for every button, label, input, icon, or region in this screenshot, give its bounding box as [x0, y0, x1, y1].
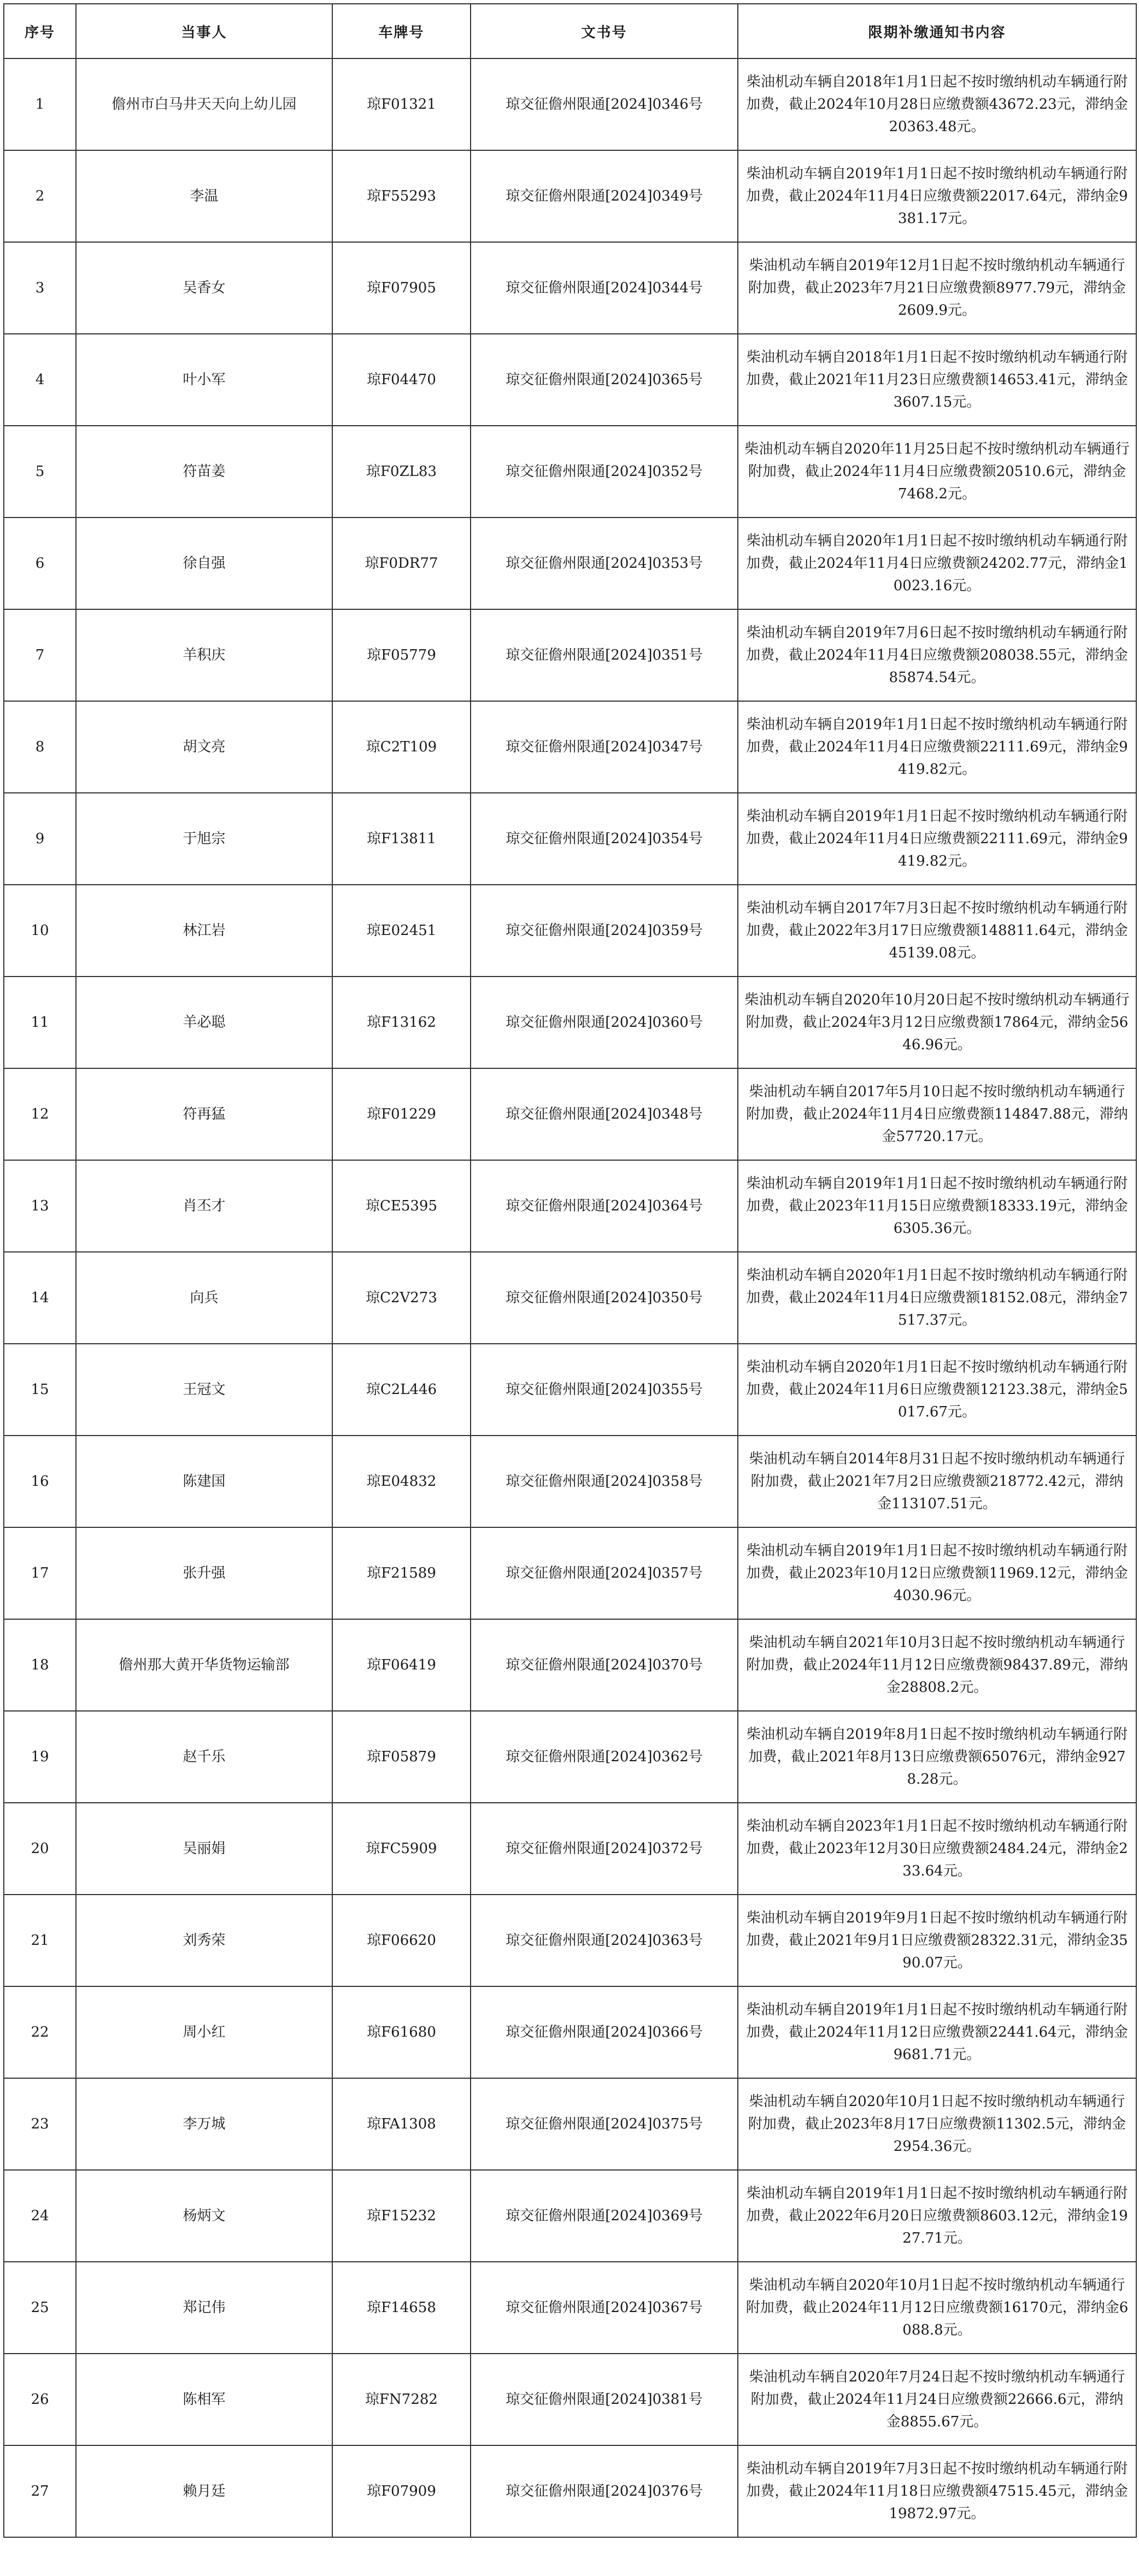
cell-seq: 14 — [4, 1252, 76, 1344]
cell-plate: 琼E04832 — [332, 1436, 471, 1527]
table-row — [4, 793, 1136, 885]
header-plate: 车牌号 — [332, 4, 471, 58]
table-row — [4, 1527, 1136, 1619]
table-row — [4, 2262, 1136, 2354]
table-row — [4, 1344, 1136, 1436]
cell-plate: 琼F0ZL83 — [332, 426, 471, 517]
cell-plate: 琼FC5909 — [332, 1803, 471, 1895]
cell-party: 林江岩 — [76, 885, 332, 977]
cell-content: 柴油机动车辆自2019年1月1日起不按时缴纳机动车辆通行附加费，截止2024年11月4日应缴费额22111.69元，滞纳金9419.82元。 — [738, 793, 1136, 885]
cell-content: 柴油机动车辆自2017年5月10日起不按时缴纳机动车辆通行附加费，截止2024年11月4日应缴费额114847.88元，滞纳金57720.17元。 — [738, 1068, 1136, 1160]
cell-plate: 琼F06620 — [332, 1895, 471, 1986]
cell-party: 赵千乐 — [76, 1711, 332, 1803]
cell-plate: 琼F21589 — [332, 1527, 471, 1619]
table-row — [4, 1803, 1136, 1895]
table-row — [4, 2354, 1136, 2445]
cell-content: 柴油机动车辆自2020年10月1日起不按时缴纳机动车辆通行附加费，截止2023年8月17日应缴费额11302.5元，滞纳金2954.36元。 — [738, 2078, 1136, 2170]
table-row — [4, 2445, 1136, 2537]
cell-content: 柴油机动车辆自2019年7月6日起不按时缴纳机动车辆通行附加费，截止2024年11月4日应缴费额208038.55元，滞纳金85874.54元。 — [738, 609, 1136, 701]
cell-party: 陈相军 — [76, 2354, 332, 2445]
cell-plate: 琼F13811 — [332, 793, 471, 885]
cell-plate: 琼F07909 — [332, 2445, 471, 2537]
cell-doc: 琼交征儋州限通[2024]0350号 — [471, 1252, 738, 1344]
header-content: 限期补缴通知书内容 — [738, 4, 1136, 58]
cell-plate: 琼F0DR77 — [332, 517, 471, 609]
table-row — [4, 517, 1136, 609]
cell-content: 柴油机动车辆自2019年1月1日起不按时缴纳机动车辆通行附加费，截止2024年11月12日应缴费额22441.64元，滞纳金9681.71元。 — [738, 1986, 1136, 2078]
table-row — [4, 609, 1136, 701]
cell-party: 杨炳文 — [76, 2170, 332, 2262]
table-row — [4, 1068, 1136, 1160]
cell-doc: 琼交征儋州限通[2024]0366号 — [471, 1986, 738, 2078]
cell-party: 向兵 — [76, 1252, 332, 1344]
cell-plate: 琼F14658 — [332, 2262, 471, 2354]
cell-content: 柴油机动车辆自2019年1月1日起不按时缴纳机动车辆通行附加费，截止2024年11月4日应缴费额22111.69元，滞纳金9419.82元。 — [738, 701, 1136, 793]
cell-plate: 琼F04470 — [332, 334, 471, 426]
cell-doc: 琼交征儋州限通[2024]0351号 — [471, 609, 738, 701]
cell-seq: 23 — [4, 2078, 76, 2170]
table-row — [4, 2078, 1136, 2170]
cell-seq: 24 — [4, 2170, 76, 2262]
cell-seq: 12 — [4, 1068, 76, 1160]
cell-plate: 琼F05779 — [332, 609, 471, 701]
table-row — [4, 1711, 1136, 1803]
table-row — [4, 150, 1136, 242]
table-body — [4, 58, 1136, 2537]
table-row — [4, 1619, 1136, 1711]
cell-content: 柴油机动车辆自2019年8月1日起不按时缴纳机动车辆通行附加费，截止2021年8月13日应缴费额65076元，滞纳金9278.28元。 — [738, 1711, 1136, 1803]
cell-content: 柴油机动车辆自2019年9月1日起不按时缴纳机动车辆通行附加费，截止2021年9月1日应缴费额28322.31元，滞纳金3590.07元。 — [738, 1895, 1136, 1986]
cell-party: 吴丽娟 — [76, 1803, 332, 1895]
cell-party: 羊必聪 — [76, 977, 332, 1068]
cell-doc: 琼交征儋州限通[2024]0359号 — [471, 885, 738, 977]
cell-content: 柴油机动车辆自2020年11月25日起不按时缴纳机动车辆通行附加费，截止2024年11月4日应缴费额20510.6元，滞纳金7468.2元。 — [738, 426, 1136, 517]
cell-plate: 琼FN7282 — [332, 2354, 471, 2445]
cell-seq: 10 — [4, 885, 76, 977]
cell-seq: 3 — [4, 242, 76, 334]
table-row — [4, 242, 1136, 334]
cell-content: 柴油机动车辆自2023年1月1日起不按时缴纳机动车辆通行附加费，截止2023年12月30日应缴费额2484.24元，滞纳金233.64元。 — [738, 1803, 1136, 1895]
header-party: 当事人 — [76, 4, 332, 58]
table-row — [4, 1436, 1136, 1527]
cell-party: 郑记伟 — [76, 2262, 332, 2354]
cell-content: 柴油机动车辆自2019年1月1日起不按时缴纳机动车辆通行附加费，截止2024年11月4日应缴费额22017.64元，滞纳金9381.17元。 — [738, 150, 1136, 242]
cell-doc: 琼交征儋州限通[2024]0353号 — [471, 517, 738, 609]
cell-party: 叶小军 — [76, 334, 332, 426]
cell-doc: 琼交征儋州限通[2024]0357号 — [471, 1527, 738, 1619]
cell-seq: 27 — [4, 2445, 76, 2537]
cell-plate: 琼E02451 — [332, 885, 471, 977]
cell-content: 柴油机动车辆自2020年1月1日起不按时缴纳机动车辆通行附加费，截止2024年11月4日应缴费额24202.77元，滞纳金10023.16元。 — [738, 517, 1136, 609]
cell-doc: 琼交征儋州限通[2024]0363号 — [471, 1895, 738, 1986]
cell-doc: 琼交征儋州限通[2024]0369号 — [471, 2170, 738, 2262]
cell-party: 王冠文 — [76, 1344, 332, 1436]
cell-content: 柴油机动车辆自2019年1月1日起不按时缴纳机动车辆通行附加费，截止2023年10月12日应缴费额11969.12元，滞纳金4030.96元。 — [738, 1527, 1136, 1619]
cell-seq: 11 — [4, 977, 76, 1068]
table-row — [4, 2170, 1136, 2262]
cell-doc: 琼交征儋州限通[2024]0367号 — [471, 2262, 738, 2354]
cell-party: 符苗姜 — [76, 426, 332, 517]
cell-doc: 琼交征儋州限通[2024]0365号 — [471, 334, 738, 426]
cell-seq: 18 — [4, 1619, 76, 1711]
cell-doc: 琼交征儋州限通[2024]0355号 — [471, 1344, 738, 1436]
cell-plate: 琼F13162 — [332, 977, 471, 1068]
cell-party: 周小红 — [76, 1986, 332, 2078]
cell-doc: 琼交征儋州限通[2024]0344号 — [471, 242, 738, 334]
cell-plate: 琼F01321 — [332, 58, 471, 150]
cell-plate: 琼F07905 — [332, 242, 471, 334]
cell-plate: 琼F06419 — [332, 1619, 471, 1711]
cell-seq: 17 — [4, 1527, 76, 1619]
cell-party: 肖丕才 — [76, 1160, 332, 1252]
cell-plate: 琼C2T109 — [332, 701, 471, 793]
cell-party: 赖月廷 — [76, 2445, 332, 2537]
cell-plate: 琼C2L446 — [332, 1344, 471, 1436]
table-row — [4, 701, 1136, 793]
cell-party: 张升强 — [76, 1527, 332, 1619]
cell-doc: 琼交征儋州限通[2024]0360号 — [471, 977, 738, 1068]
table-row — [4, 1986, 1136, 2078]
cell-seq: 4 — [4, 334, 76, 426]
cell-seq: 5 — [4, 426, 76, 517]
cell-plate: 琼F05879 — [332, 1711, 471, 1803]
cell-seq: 21 — [4, 1895, 76, 1986]
cell-plate: 琼F01229 — [332, 1068, 471, 1160]
cell-doc: 琼交征儋州限通[2024]0375号 — [471, 2078, 738, 2170]
cell-content: 柴油机动车辆自2018年1月1日起不按时缴纳机动车辆通行附加费，截止2021年11月23日应缴费额14653.41元，滞纳金3607.15元。 — [738, 334, 1136, 426]
table-row — [4, 58, 1136, 150]
cell-seq: 26 — [4, 2354, 76, 2445]
cell-doc: 琼交征儋州限通[2024]0370号 — [471, 1619, 738, 1711]
cell-seq: 16 — [4, 1436, 76, 1527]
cell-content: 柴油机动车辆自2018年1月1日起不按时缴纳机动车辆通行附加费，截止2024年10月28日应缴费额43672.23元，滞纳金20363.48元。 — [738, 58, 1136, 150]
cell-seq: 25 — [4, 2262, 76, 2354]
cell-seq: 13 — [4, 1160, 76, 1252]
cell-doc: 琼交征儋州限通[2024]0348号 — [471, 1068, 738, 1160]
cell-plate: 琼F55293 — [332, 150, 471, 242]
cell-doc: 琼交征儋州限通[2024]0372号 — [471, 1803, 738, 1895]
table-row — [4, 977, 1136, 1068]
cell-plate: 琼F15232 — [332, 2170, 471, 2262]
cell-doc: 琼交征儋州限通[2024]0346号 — [471, 58, 738, 150]
cell-doc: 琼交征儋州限通[2024]0364号 — [471, 1160, 738, 1252]
cell-content: 柴油机动车辆自2020年10月1日起不按时缴纳机动车辆通行附加费，截止2024年11月12日应缴费额16170元，滞纳金6088.8元。 — [738, 2262, 1136, 2354]
header-row — [4, 4, 1136, 58]
cell-content: 柴油机动车辆自2021年10月3日起不按时缴纳机动车辆通行附加费，截止2024年11月12日应缴费额98437.89元，滞纳金28808.2元。 — [738, 1619, 1136, 1711]
cell-doc: 琼交征儋州限通[2024]0358号 — [471, 1436, 738, 1527]
cell-plate: 琼FA1308 — [332, 2078, 471, 2170]
cell-party: 胡文亮 — [76, 701, 332, 793]
cell-seq: 15 — [4, 1344, 76, 1436]
cell-plate: 琼CE5395 — [332, 1160, 471, 1252]
cell-party: 徐自强 — [76, 517, 332, 609]
cell-seq: 2 — [4, 150, 76, 242]
cell-doc: 琼交征儋州限通[2024]0347号 — [471, 701, 738, 793]
table-row — [4, 426, 1136, 517]
table-row — [4, 1252, 1136, 1344]
cell-party: 羊积庆 — [76, 609, 332, 701]
cell-doc: 琼交征儋州限通[2024]0352号 — [471, 426, 738, 517]
cell-party: 李万城 — [76, 2078, 332, 2170]
table-row — [4, 334, 1136, 426]
cell-seq: 7 — [4, 609, 76, 701]
cell-doc: 琼交征儋州限通[2024]0381号 — [471, 2354, 738, 2445]
header-doc: 文书号 — [471, 4, 738, 58]
cell-content: 柴油机动车辆自2019年1月1日起不按时缴纳机动车辆通行附加费，截止2023年11月15日应缴费额18333.19元，滞纳金6305.36元。 — [738, 1160, 1136, 1252]
cell-content: 柴油机动车辆自2017年7月3日起不按时缴纳机动车辆通行附加费，截止2022年3月17日应缴费额148811.64元，滞纳金45139.08元。 — [738, 885, 1136, 977]
cell-seq: 22 — [4, 1986, 76, 2078]
cell-seq: 6 — [4, 517, 76, 609]
cell-content: 柴油机动车辆自2014年8月31日起不按时缴纳机动车辆通行附加费，截止2021年7月2日应缴费额218772.42元，滞纳金113107.51元。 — [738, 1436, 1136, 1527]
cell-doc: 琼交征儋州限通[2024]0376号 — [471, 2445, 738, 2537]
cell-seq: 9 — [4, 793, 76, 885]
cell-seq: 20 — [4, 1803, 76, 1895]
cell-doc: 琼交征儋州限通[2024]0354号 — [471, 793, 738, 885]
cell-party: 陈建国 — [76, 1436, 332, 1527]
notice-table — [3, 3, 1137, 2538]
cell-party: 刘秀荣 — [76, 1895, 332, 1986]
cell-plate: 琼C2V273 — [332, 1252, 471, 1344]
cell-party: 儋州市白马井天天向上幼儿园 — [76, 58, 332, 150]
header-seq: 序号 — [4, 4, 76, 58]
cell-party: 李温 — [76, 150, 332, 242]
cell-party: 吴香女 — [76, 242, 332, 334]
cell-party: 符再猛 — [76, 1068, 332, 1160]
table-row — [4, 885, 1136, 977]
cell-party: 于旭宗 — [76, 793, 332, 885]
cell-doc: 琼交征儋州限通[2024]0349号 — [471, 150, 738, 242]
cell-content: 柴油机动车辆自2020年1月1日起不按时缴纳机动车辆通行附加费，截止2024年11月6日应缴费额12123.38元，滞纳金5017.67元。 — [738, 1344, 1136, 1436]
cell-doc: 琼交征儋州限通[2024]0362号 — [471, 1711, 738, 1803]
cell-party: 儋州那大黄开华货物运输部 — [76, 1619, 332, 1711]
cell-content: 柴油机动车辆自2020年7月24日起不按时缴纳机动车辆通行附加费，截止2024年11月24日应缴费额22666.6元，滞纳金8855.67元。 — [738, 2354, 1136, 2445]
table-row — [4, 1895, 1136, 1986]
cell-plate: 琼F61680 — [332, 1986, 471, 2078]
cell-content: 柴油机动车辆自2020年1月1日起不按时缴纳机动车辆通行附加费，截止2024年11月4日应缴费额18152.08元，滞纳金7517.37元。 — [738, 1252, 1136, 1344]
table-header — [4, 4, 1136, 58]
cell-content: 柴油机动车辆自2019年1月1日起不按时缴纳机动车辆通行附加费，截止2022年6月20日应缴费额8603.12元，滞纳金1927.71元。 — [738, 2170, 1136, 2262]
table-row — [4, 1160, 1136, 1252]
cell-content: 柴油机动车辆自2019年7月3日起不按时缴纳机动车辆通行附加费，截止2024年11月18日应缴费额47515.45元，滞纳金19872.97元。 — [738, 2445, 1136, 2537]
cell-seq: 8 — [4, 701, 76, 793]
cell-seq: 19 — [4, 1711, 76, 1803]
cell-content: 柴油机动车辆自2020年10月20日起不按时缴纳机动车辆通行附加费，截止2024年3月12日应缴费额17864元，滞纳金5646.96元。 — [738, 977, 1136, 1068]
cell-seq: 1 — [4, 58, 76, 150]
cell-content: 柴油机动车辆自2019年12月1日起不按时缴纳机动车辆通行附加费，截止2023年7月21日应缴费额8977.79元，滞纳金2609.9元。 — [738, 242, 1136, 334]
